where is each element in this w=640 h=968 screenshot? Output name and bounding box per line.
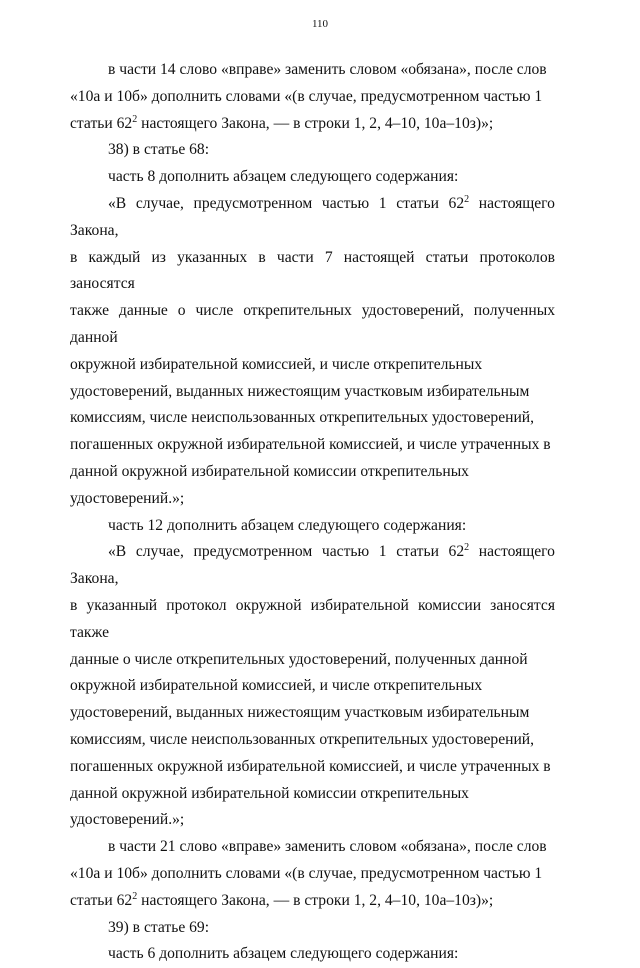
paragraph: часть 8 дополнить абзацем следующего содержания: — [108, 168, 459, 186]
paragraph-line: погашенных окружной избирательной комиссией, и числе утраченных в — [70, 436, 551, 454]
paragraph-line: комиссиям, числе неиспользованных открепительных удостоверений, — [70, 730, 535, 748]
paragraph: часть 6 дополнить абзацем следующего содержания: — [108, 945, 459, 963]
paragraph-line: окружной избирательной комиссией, и числе открепительных — [70, 355, 483, 373]
paragraph-line: удостоверений.»; — [70, 811, 185, 829]
paragraph-line: в каждый из указанных в части 7 настоящей статьи протоколов заносятся — [70, 248, 555, 293]
paragraph-line: в указанный протокол окружной избирательной комиссии заносятся также — [70, 596, 555, 641]
paragraph: 39) в статье 69: — [108, 918, 210, 936]
paragraph-line: удостоверений, выданных нижестоящим участковым избирательным — [70, 382, 530, 400]
paragraph-line: также данные о числе открепительных удостоверений, полученных данной — [70, 302, 555, 346]
paragraph-line: данной окружной избирательной комиссии открепительных — [70, 462, 469, 480]
paragraph-line: удостоверений.»; — [70, 489, 185, 507]
paragraph-line: статьи $62^2$ настоящего Закона, — в строки 1, 2, 4–10, 10а–10з)»; — [70, 113, 494, 132]
paragraph-line: удостоверений, выданных нижестоящим участковым избирательным — [70, 704, 530, 722]
page-number: 110 — [311, 18, 329, 30]
paragraph: 38) в статье 68: — [108, 141, 210, 159]
paragraph: часть 12 дополнить абзацем следующего содержания: — [108, 516, 467, 534]
paragraph-line: данные о числе открепительных удостоверений, полученных данной — [70, 650, 528, 668]
paragraph-line: в части 14 слово «вправе» заменить словом «обязана», после слов — [108, 61, 547, 78]
paragraph-line: статьи $62^2$ настоящего Закона, — в строки 1, 2, 4–10, 10а–10з)»; — [70, 890, 494, 909]
paragraph-line: «В случае, предусмотренном частью 1 статьи $62^2$ настоящего Закона, — [70, 542, 555, 588]
paragraph-line: комиссиям, числе неиспользованных открепительных удостоверений, — [70, 409, 535, 427]
paragraph-line: данной окружной избирательной комиссии открепительных — [70, 784, 469, 802]
paragraph-line: погашенных окружной избирательной комиссией, и числе утраченных в — [70, 757, 551, 775]
paragraph-line: «10а и 10б» дополнить словами «(в случае, предусмотренном частью 1 — [70, 87, 543, 105]
paragraph-line: окружной избирательной комиссией, и числе открепительных — [70, 677, 483, 695]
paragraph-line: в части 21 слово «вправе» заменить словом «обязана», после слов — [108, 838, 547, 856]
paragraph-line: «10а и 10б» дополнить словами «(в случае, предусмотренном частью 1 — [70, 864, 543, 882]
paragraph-line: «В случае, предусмотренном частью 1 статьи $62^2$ настоящего Закона, — [70, 193, 555, 239]
document-body — [70, 57, 555, 968]
